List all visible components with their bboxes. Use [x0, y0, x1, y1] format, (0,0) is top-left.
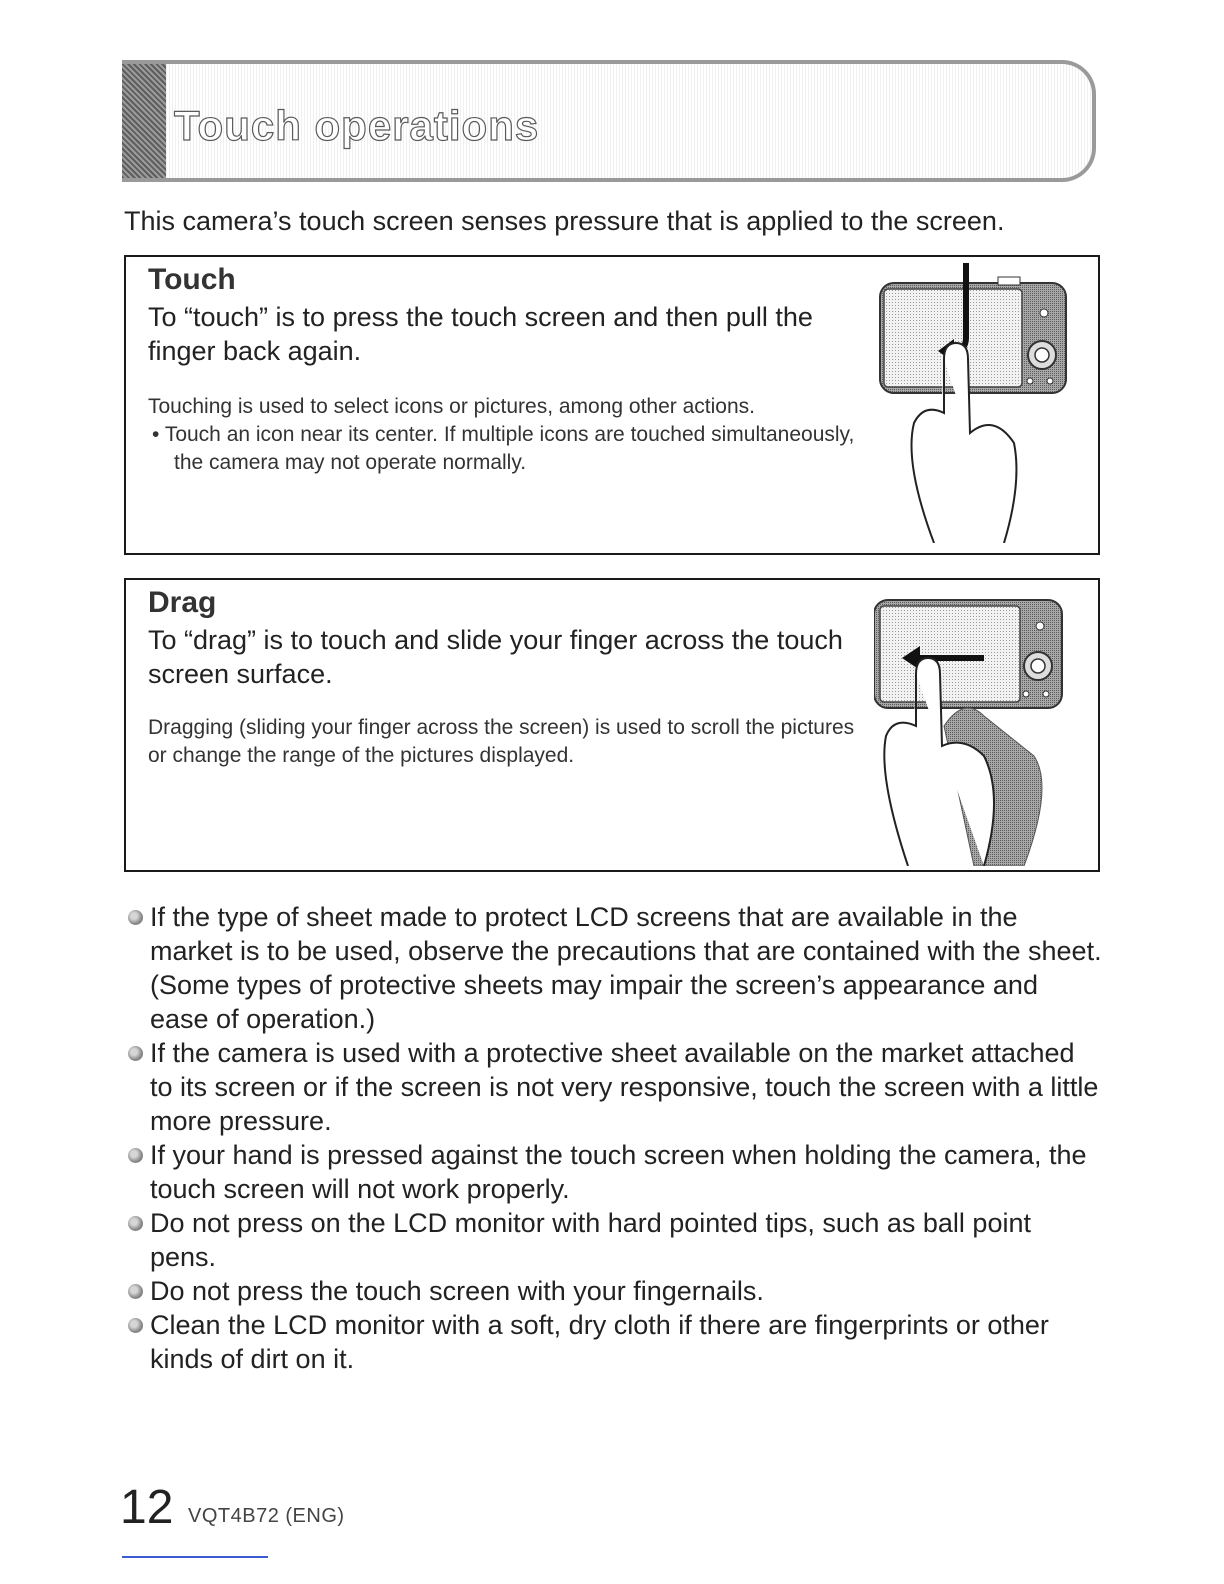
touch-lead-text: To “touch” is to press the touch screen and then pull the finger back again. [148, 302, 813, 366]
touch-body [148, 393, 868, 477]
bullet-dot-icon [128, 1216, 143, 1231]
touch-illustration-icon [874, 263, 1074, 543]
page-title: Touch operations [174, 102, 540, 149]
bullet-dot-icon [128, 1284, 143, 1299]
document-code: VQT4B72 (ENG) [188, 1505, 345, 1527]
touch-note-text: Touch an icon near its center. If multiple icons are touched simultaneously, the camera may not operate normally. [164, 423, 855, 474]
drag-box [124, 578, 1100, 872]
drag-lead-text: To “drag” is to touch and slide your finger across the touch screen surface. [148, 625, 843, 689]
touch-body-text: Touching is used to select icons or pictures, among other actions. [148, 395, 755, 418]
bullet-dot-icon [128, 1046, 143, 1061]
list-item: If your hand is pressed against the touch screen when holding the camera, the touch screen will not work properly. [124, 1138, 1104, 1206]
title-tab-decoration [122, 64, 166, 178]
touch-box [124, 255, 1100, 555]
bullet-dot-icon [128, 910, 143, 925]
list-item: Do not press on the LCD monitor with hard pointed tips, such as ball point pens. [124, 1206, 1104, 1274]
list-item: Do not press the touch screen with your fingernails. [124, 1274, 1104, 1308]
intro-text: This camera’s touch screen senses pressure that is applied to the screen. [124, 206, 1005, 236]
precautions-list [124, 900, 1104, 1376]
bullet-dot-icon [128, 1148, 143, 1163]
list-item: If the type of sheet made to protect LCD screens that are available in the market is to be used, observe the precautions that are contained with the sheet. (Some types of protective sheets may impair the screen’s appearance and ease of operation.) [124, 900, 1104, 1036]
note-bullet: • [152, 423, 160, 446]
drag-title: Drag [148, 586, 217, 619]
drag-body-text: Dragging (sliding your finger across the screen) is used to scroll the pictures or change the range of the pictures displayed. [148, 716, 855, 767]
list-item: If the camera is used with a protective sheet available on the market attached to its screen or if the screen is not very responsive, touch the screen with a little more pressure. [124, 1036, 1104, 1138]
page-number: 12 [120, 1481, 174, 1534]
drag-illustration-icon [874, 586, 1074, 866]
touch-title: Touch [148, 263, 236, 296]
section-title-banner [122, 60, 1096, 182]
list-item: Clean the LCD monitor with a soft, dry cloth if there are fingerprints or other kinds of dirt on it. [124, 1308, 1104, 1376]
footer-divider [122, 1556, 268, 1558]
bullet-dot-icon [128, 1318, 143, 1333]
touch-note [148, 421, 868, 477]
